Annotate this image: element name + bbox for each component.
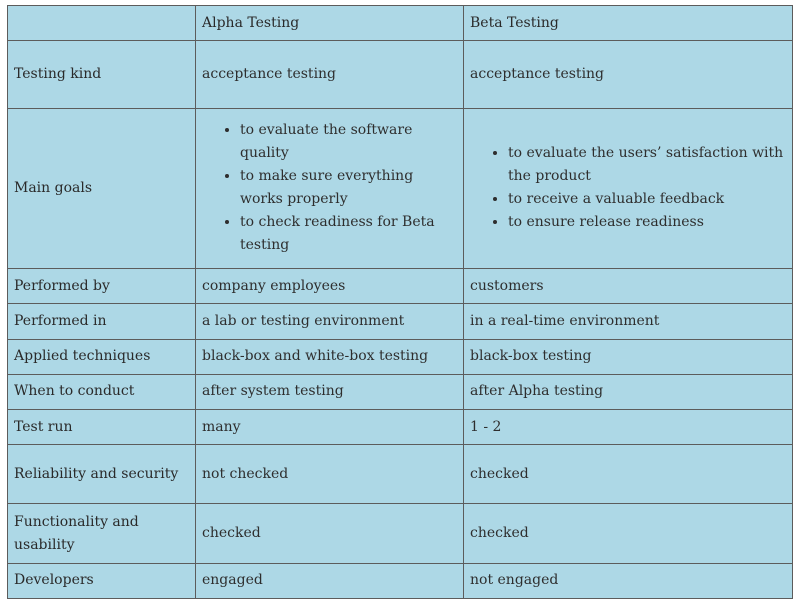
row-label-main-goals: Main goals xyxy=(8,108,196,269)
row-label-reliability-security: Reliability and security xyxy=(8,445,196,504)
cell-beta-main-goals xyxy=(464,108,793,269)
cell-alpha-testing-kind: acceptance testing xyxy=(196,41,464,108)
table-row-when-to-conduct xyxy=(8,374,793,409)
header-row xyxy=(8,6,793,41)
list-item: • to ensure release readiness xyxy=(508,211,786,234)
cell-beta-performed-by: customers xyxy=(464,269,793,304)
cell-beta-when-to-conduct: after Alpha testing xyxy=(464,374,793,409)
cell-beta-reliability-security: checked xyxy=(464,445,793,504)
list-item: • to evaluate the users’ satisfaction with the product xyxy=(508,142,786,188)
cell-alpha-developers: engaged xyxy=(196,563,464,598)
row-label-test-run: Test run xyxy=(8,410,196,445)
corner-cell xyxy=(8,6,196,41)
table-row-performed-in xyxy=(8,304,793,339)
cell-beta-test-run: 1 - 2 xyxy=(464,410,793,445)
table-row-applied-techniques xyxy=(8,339,793,374)
table-row-testing-kind xyxy=(8,41,793,108)
cell-alpha-reliability-security: not checked xyxy=(196,445,464,504)
cell-alpha-test-run: many xyxy=(196,410,464,445)
cell-beta-functionality-usability: checked xyxy=(464,504,793,563)
row-label-developers: Developers xyxy=(8,563,196,598)
alpha-goals-list xyxy=(202,119,457,257)
row-label-applied-techniques: Applied techniques xyxy=(8,339,196,374)
cell-alpha-main-goals xyxy=(196,108,464,269)
cell-beta-testing-kind: acceptance testing xyxy=(464,41,793,108)
row-label-performed-by: Performed by xyxy=(8,269,196,304)
row-label-performed-in: Performed in xyxy=(8,304,196,339)
table-row-main-goals xyxy=(8,108,793,269)
list-item: • to evaluate the software quality xyxy=(240,119,457,165)
cell-alpha-functionality-usability: checked xyxy=(196,504,464,563)
row-label-when-to-conduct: When to conduct xyxy=(8,374,196,409)
comparison-table-wrapper xyxy=(7,5,792,599)
cell-beta-applied-techniques: black-box testing xyxy=(464,339,793,374)
cell-alpha-when-to-conduct: after system testing xyxy=(196,374,464,409)
row-label-testing-kind: Testing kind xyxy=(8,41,196,108)
cell-beta-developers: not engaged xyxy=(464,563,793,598)
table-row-developers xyxy=(8,563,793,598)
list-item: • to receive a valuable feedback xyxy=(508,188,786,211)
table-row-performed-by xyxy=(8,269,793,304)
cell-beta-performed-in: in a real-time environment xyxy=(464,304,793,339)
alpha-vs-beta-comparison-table xyxy=(7,5,793,599)
list-item: • to make sure everything works properly xyxy=(240,165,457,211)
row-label-functionality-usability: Functionality and usability xyxy=(8,504,196,563)
beta-goals-list xyxy=(470,142,786,234)
cell-alpha-performed-by: company employees xyxy=(196,269,464,304)
cell-alpha-applied-techniques: black-box and white-box testing xyxy=(196,339,464,374)
cell-alpha-performed-in: a lab or testing environment xyxy=(196,304,464,339)
table-row-functionality-usability xyxy=(8,504,793,563)
table-row-test-run xyxy=(8,410,793,445)
list-item: • to check readiness for Beta testing xyxy=(240,211,457,257)
column-header-alpha: Alpha Testing xyxy=(196,6,464,41)
column-header-beta: Beta Testing xyxy=(464,6,793,41)
table-row-reliability-security xyxy=(8,445,793,504)
